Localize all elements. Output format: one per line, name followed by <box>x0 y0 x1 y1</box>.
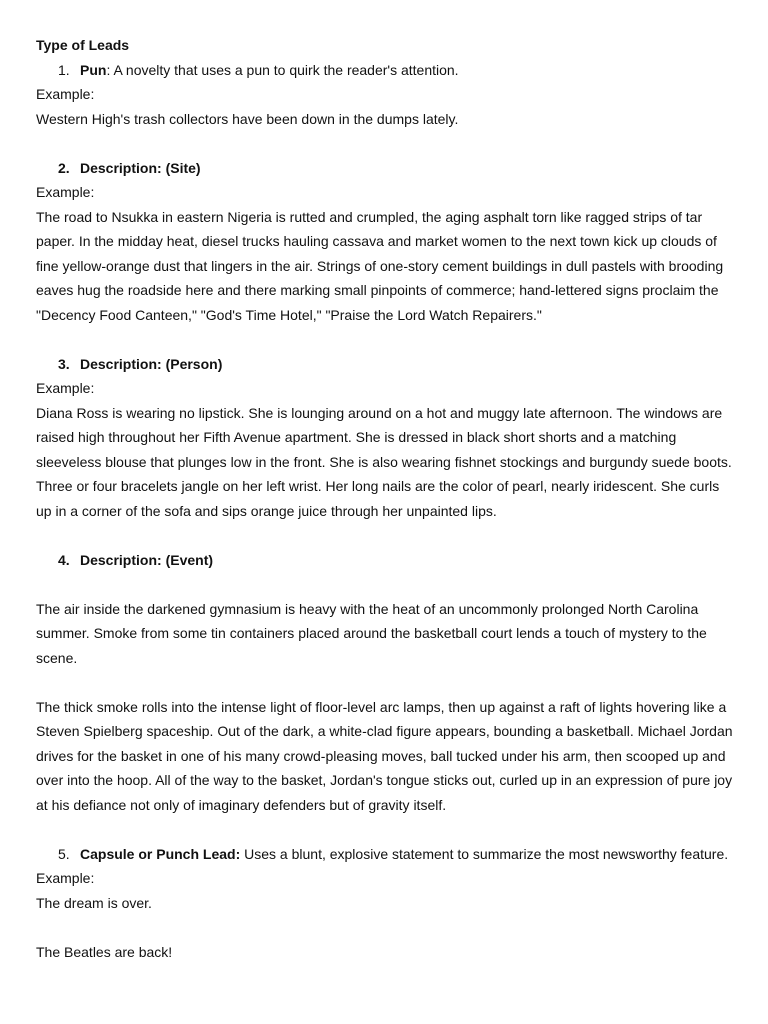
spacer <box>36 915 736 940</box>
item-number: 2. <box>58 159 70 176</box>
example-label: Example: <box>36 870 95 886</box>
spacer <box>36 523 736 548</box>
item-number: 5. <box>58 845 70 862</box>
item-number: 3. <box>58 355 70 372</box>
example-label: Example: <box>36 184 95 200</box>
item-heading: Description: (Site) <box>80 159 201 176</box>
example-text: Diana Ross is wearing no lipstick. She is lounging around on a hot and muggy late afternoon. The windows are raised high throughout her Fifth Avenue apartment. She is dressed in black short shorts and a matching sleeveless blouse that plunges low in the front. She is also wearing fishnet stockings and burgundy suede boots. Three or four bracelets jangle on her left wrist. Her long nails are the color of pearl, nearly iridescent. She curls up in a corner of the sofa and sips orange juice through her unpainted lips. <box>36 404 732 519</box>
lead-item-description-person <box>36 352 736 377</box>
item-heading: Capsule or Punch Lead: <box>80 845 241 862</box>
lead-item-pun <box>36 58 736 83</box>
spacer <box>36 670 736 695</box>
item-heading: Description: (Event) <box>80 551 214 568</box>
lead-item-capsule-punch <box>36 842 736 867</box>
item-heading: Pun <box>80 61 107 78</box>
example-label: Example: <box>36 86 95 102</box>
document-title: Type of Leads <box>36 37 130 53</box>
spacer <box>36 131 736 156</box>
item-number: 1. <box>58 61 70 78</box>
example-text: The thick smoke rolls into the intense light of floor-level arc lamps, then up against a raft of lights hovering like a Steven Spielberg spaceship. Out of the dark, a white-clad figure appears, bounding a basketball. Michael Jordan drives for the basket in one of his many crowd-pleasing moves, ball tucked under his arm, then scooped up and over into the hoop. All of the way to the basket, Jordan's tongue sticks out, curled up in an expression of pure joy at his defiance not only of imaginary defenders but of gravity itself. <box>36 698 733 813</box>
lead-item-description-site <box>36 156 736 181</box>
example-text: The air inside the darkened gymnasium is heavy with the heat of an uncommonly prolonged North Carolina summer. Smoke from some tin containers placed around the basketball court lends a touch of mystery to the scene. <box>36 600 707 666</box>
lead-item-description-event <box>36 548 736 573</box>
example-text: The dream is over. <box>36 894 152 911</box>
spacer <box>36 572 736 597</box>
item-definition: : A novelty that uses a pun to quirk the reader's attention. <box>106 61 459 78</box>
example-label: Example: <box>36 380 95 396</box>
item-number: 4. <box>58 551 70 568</box>
item-definition: Uses a blunt, explosive statement to summarize the most newsworthy feature. <box>240 845 729 862</box>
spacer <box>36 817 736 842</box>
item-heading: Description: (Person) <box>80 355 223 372</box>
example-text: The Beatles are back! <box>36 943 173 960</box>
example-text: Western High's trash collectors have been down in the dumps lately. <box>36 110 459 127</box>
spacer <box>36 327 736 352</box>
example-text: The road to Nsukka in eastern Nigeria is rutted and crumpled, the aging asphalt torn like ragged strips of tar paper. In the midday heat, diesel trucks hauling cassava and market women to the next town kick up clouds of fine yellow-orange dust that lingers in the air. Strings of one-story cement buildings in dull pastels with brooding eaves hug the roadside here and there marking small pinpoints of commerce; hand-lettered signs proclaim the "Decency Food Canteen," "God's Time Hotel," "Praise the Lord Watch Repairers." <box>36 208 724 323</box>
